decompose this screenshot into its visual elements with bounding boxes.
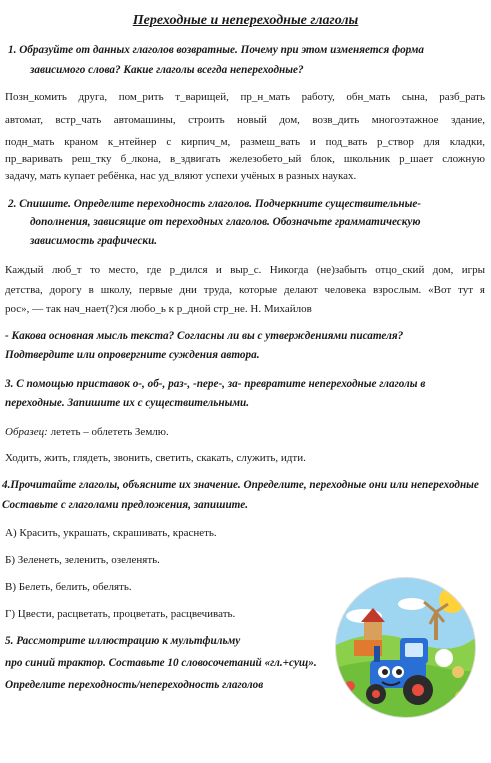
- task-1-heading-cont: зависимого слова? Какие глаголы всегда непереходные?: [30, 64, 304, 76]
- task-2-heading-cont: зависимость графически.: [30, 235, 158, 247]
- question-heading-cont: Подтвердите или опровергните суждения автора.: [5, 349, 260, 361]
- task-3-heading-cont: переходные. Запишите их с существительными.: [5, 397, 250, 409]
- group-b: Б) Зеленеть, зеленить, озеленять.: [5, 554, 160, 566]
- task-4-heading: 4.Прочитайте глаголы, объясните их значение. Определите, переходные они или непереходные: [2, 479, 479, 491]
- exercise-1-line: пр_варивать реш_тку б_лкона, в_здвигать железобето_ый блок, школьник р_шает сложную: [5, 153, 485, 165]
- page-title: Переходные и непереходные глаголы: [132, 13, 359, 28]
- group-c: В) Белеть, белить, обелять.: [5, 581, 132, 593]
- task-5-heading-cont: Определите переходность/непереходность глаголов: [5, 679, 264, 691]
- cloud-icon: [398, 598, 426, 610]
- task-5-heading: 5. Рассмотрите иллюстрацию к мультфильму: [5, 635, 241, 647]
- exercise-1-line: автомат, встр_чать автомашины, строить новый дом, возв_дить многоэтажное здание,: [5, 114, 485, 126]
- blue-tractor-illustration: [334, 576, 477, 719]
- exercise-2-line: детства, дорогу в школу, первые дни труда, которые делают человека взрослым. «Вот тут я: [5, 284, 485, 296]
- task-1-heading: 1. Образуйте от данных глаголов возвратные. Почему при этом изменяется форма: [8, 44, 424, 56]
- house-icon: [364, 620, 382, 642]
- task-2-heading-cont: дополнения, зависящие от переходных глаголов. Обозначьте грамматическую: [30, 216, 421, 228]
- task-5-heading-cont: про синий трактор. Составьте 10 словосочетаний «гл.+сущ».: [5, 657, 317, 669]
- chick-icon: [452, 666, 464, 678]
- exercise-2-line: Каждый люб_т то место, где р_дился и выр_с. Никогда (не)забыть отцо_ский дом, игры: [5, 264, 485, 276]
- task-2-heading: 2. Спишите. Определите переходность глаголов. Подчеркните существительные-: [8, 198, 422, 210]
- sheep-icon: [435, 649, 453, 667]
- exercise-2-line: рос», — так нач_нает(?)ся любо_ь к р_дной стр_не. Н. Михайлов: [5, 303, 312, 315]
- exercise-1-line: Позн_комить друга, пом_рить т_варищей, пр_н_мать работу, обн_мать сына, разб_рать: [5, 91, 485, 103]
- example-line: [5, 426, 169, 438]
- question-heading: - Какова основная мысль текста? Согласны ли вы с утверждениями писателя?: [5, 330, 404, 342]
- task-4-heading-cont: Составьте с глаголами предложения, запишите.: [2, 499, 248, 511]
- group-d: Г) Цвести, расцветать, процветать, расцвечивать.: [5, 608, 236, 620]
- exercise-1-line: задачу, мать купает ребёнка, нас уд_вляют успехи учёных в разных науках.: [5, 170, 357, 182]
- example-text: лететь – облететь Землю.: [47, 426, 169, 438]
- verbs-list: Ходить, жить, глядеть, звонить, светить, скакать, служить, идти.: [5, 452, 306, 464]
- task-3-heading: 3. С помощью приставок о-, об-, раз-, -пере-, за- превратите непереходные глаголы в: [5, 378, 426, 390]
- example-label: Образец:: [5, 426, 48, 438]
- exercise-1-line: подн_мать краном к_нтейнер с кирпич_м, размеш_вать и под_вать р_створ для кладки,: [5, 136, 485, 148]
- group-a: А) Красить, украшать, скрашивать, краснеть.: [5, 527, 217, 539]
